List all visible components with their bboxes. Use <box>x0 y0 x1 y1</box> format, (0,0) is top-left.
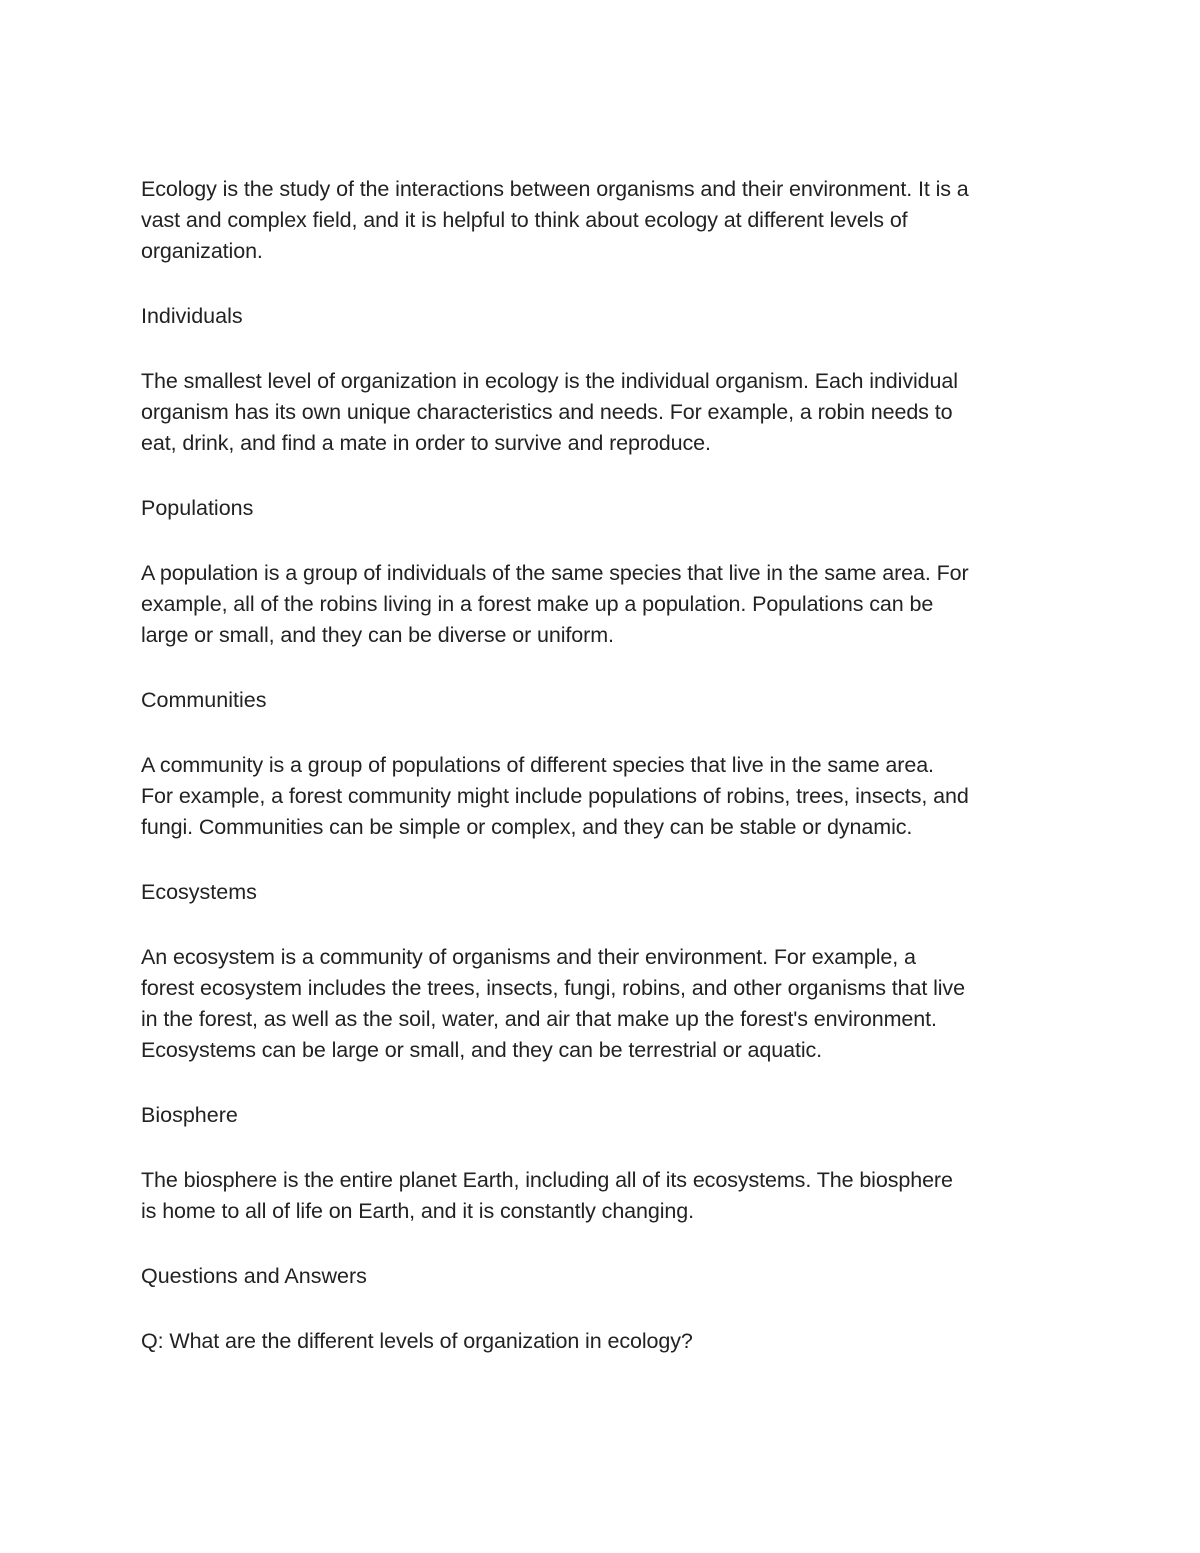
document-body <box>141 174 1066 1391</box>
section-heading-populations: Populations <box>141 496 254 520</box>
text-line: Ecology is the study of the interactions between organisms and their environment. It is a <box>141 177 969 201</box>
text-line: organism has its own unique characteristics and needs. For example, a robin needs to <box>141 400 953 424</box>
section-heading-communities: Communities <box>141 688 267 712</box>
section-paragraph-communities <box>141 750 1066 843</box>
text-line: For example, a forest community might include populations of robins, trees, insects, and <box>141 784 969 808</box>
section-heading-questions-and-answers: Questions and Answers <box>141 1264 367 1288</box>
text-line: A population is a group of individuals of the same species that live in the same area. For <box>141 561 969 585</box>
text-line: An ecosystem is a community of organisms and their environment. For example, a <box>141 945 916 969</box>
intro-paragraph <box>141 174 1066 267</box>
text-line: large or small, and they can be diverse or uniform. <box>141 623 614 647</box>
section-paragraph-individuals <box>141 366 1066 459</box>
text-line: fungi. Communities can be simple or complex, and they can be stable or dynamic. <box>141 815 913 839</box>
section-paragraph-biosphere <box>141 1165 1066 1227</box>
text-line: The biosphere is the entire planet Earth, including all of its ecosystems. The biosphere <box>141 1168 953 1192</box>
section-heading-biosphere: Biosphere <box>141 1103 238 1127</box>
section-heading-ecosystems: Ecosystems <box>141 880 257 904</box>
text-line: eat, drink, and find a mate in order to survive and reproduce. <box>141 431 711 455</box>
text-line: forest ecosystem includes the trees, insects, fungi, robins, and other organisms that live <box>141 976 965 1000</box>
text-line: Ecosystems can be large or small, and they can be terrestrial or aquatic. <box>141 1038 823 1062</box>
text-line: organization. <box>141 239 263 263</box>
text-line: in the forest, as well as the soil, water, and air that make up the forest's environment. <box>141 1007 937 1031</box>
section-paragraph-populations <box>141 558 1066 651</box>
section-paragraph-ecosystems <box>141 942 1066 1066</box>
text-line: example, all of the robins living in a forest make up a population. Populations can be <box>141 592 934 616</box>
section-paragraph-question <box>141 1326 1066 1357</box>
text-line: Q: What are the different levels of organization in ecology? <box>141 1329 693 1353</box>
text-line: The smallest level of organization in ecology is the individual organism. Each individual <box>141 369 958 393</box>
text-line: vast and complex field, and it is helpful to think about ecology at different levels of <box>141 208 908 232</box>
text-line: is home to all of life on Earth, and it is constantly changing. <box>141 1199 695 1223</box>
text-line: A community is a group of populations of different species that live in the same area. <box>141 753 934 777</box>
section-heading-individuals: Individuals <box>141 304 243 328</box>
